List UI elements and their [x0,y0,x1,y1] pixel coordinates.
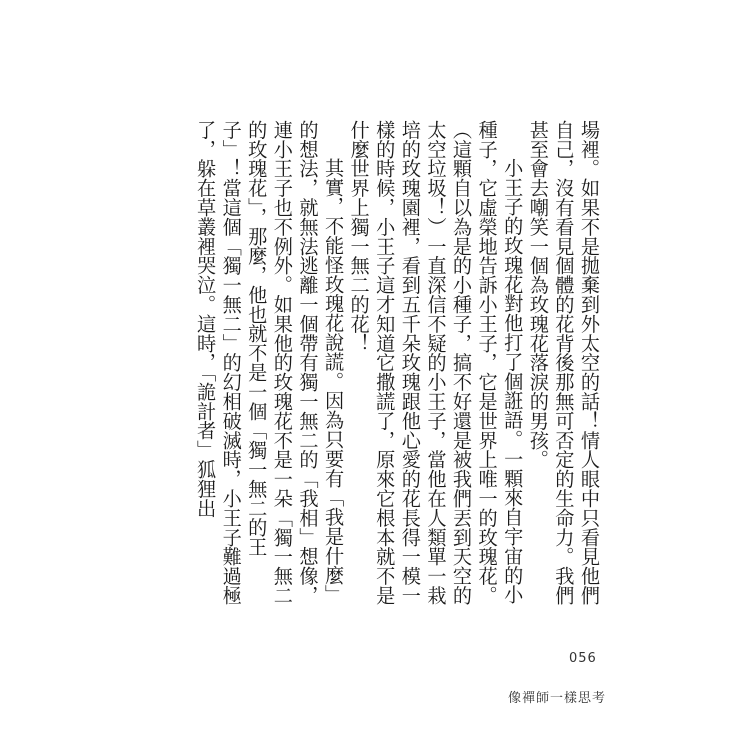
vertical-body-text [162,120,602,610]
page-number: 056 [569,651,597,666]
paragraph-3: 其實，不能怪玫瑰花說謊。因為只要有「我是什麼」的想法，就無法逃離一個帶有獨一無二的「我相」想像，連小王子也不例外。如果他的玫瑰花不是一朵「獨一無二的玫瑰花」，那麼，他也就不是一個「獨一無二的王子」！當這個「獨一無二」的幻相破滅時，小王子難過極了，躲在草叢裡哭泣。這時，「詭計者」狐狸出 [194,120,346,605]
paragraph-2: 小王子的玫瑰花對他打了個誑語。一顆來自宇宙的小種子，它虛榮地告訴小王子，它是世界上唯一的玫瑰花。（這顆自以為是的小種子，搞不好還是被我們丟到天空的太空垃圾！）一直深信不疑的小王子，當他在人類單一栽培的玫瑰園裡，看到五千朵玫瑰跟他心愛的花長得一模一樣的時候，小王子這才知道它撒謊了，原來它根本就不是什麼世界上獨一無二的花！ [347,120,525,605]
running-footer-book-title: 像禪師一樣思考 [508,691,607,706]
paragraph-1: 場裡。如果不是拋棄到外太空的話！情人眼中只看見他們自己，沒有看見個體的花背後那無可否定的生命力。我們甚至會去嘲笑一個為玫瑰花落淚的男孩。 [526,120,601,605]
